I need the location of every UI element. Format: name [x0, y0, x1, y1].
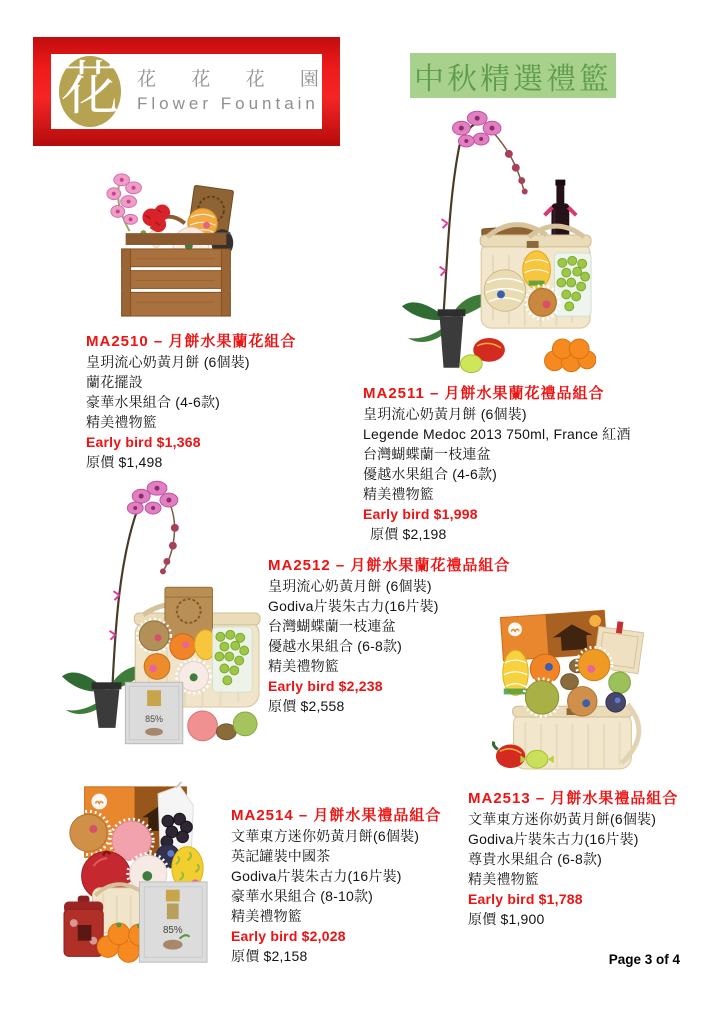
product-line: 精美禮物籃 [468, 871, 539, 887]
product-image-ma2510 [96, 168, 254, 320]
brand-char: 園 [299, 69, 319, 90]
product-line: 精美禮物籃 [363, 486, 434, 502]
svg-text:85%: 85% [162, 924, 183, 936]
product-line: 豪華水果組合 (8-10款) [231, 888, 374, 904]
product-info-ma2514 [231, 806, 541, 966]
product-line: 優越水果組合 (6-8款) [268, 638, 403, 654]
product-line: 台灣蝴蝶蘭一枝連盆 [268, 618, 396, 634]
silver-chocolate-box [125, 682, 182, 743]
product-image-ma2514 [56, 778, 218, 974]
plant-pot [438, 309, 466, 367]
product-line: 蘭花擺設 [86, 374, 143, 390]
green-apple [233, 712, 257, 736]
dark-plum [606, 692, 626, 712]
product-line: 優越水果組合 (4-6款) [363, 466, 498, 482]
product-line: 精美禮物籃 [268, 658, 339, 674]
product-line: 皇玥流心奶黃月餅 (6個裝) [363, 406, 527, 422]
product-line: 精美禮物籃 [86, 414, 157, 430]
original-price: 原價 $2,158 [231, 948, 308, 964]
pink-grapefruit [186, 709, 220, 743]
product-line: 皇玥流心奶黃月餅 (6個裝) [86, 354, 250, 370]
product-line: 文華東方迷你奶黃月餅(6個裝) [468, 811, 657, 827]
product-line: 豪華水果組合 (4-6款) [86, 394, 221, 410]
brand-logo [33, 37, 340, 146]
brand-char: 花 [245, 69, 265, 90]
logo-mark-glyph: 花 [60, 56, 120, 122]
brand-logo-card [51, 54, 322, 129]
brand-text [121, 69, 329, 114]
product-title: MA2513 – 月餅水果禮品組合 [468, 790, 679, 807]
mid-autumn-banner [410, 53, 616, 98]
early-bird-price: Early bird $1,788 [468, 891, 583, 907]
yellow-mango [523, 251, 551, 289]
product-line: Godiva片裝朱古力(16片裝) [468, 831, 639, 847]
red-ornament [460, 338, 505, 373]
product-image-ma2511 [398, 106, 596, 374]
product-line: 尊貴水果組合 (6-8款) [468, 851, 603, 867]
green-apple [609, 672, 631, 694]
brand-name-en: Flower Fountain [137, 94, 319, 113]
product-title: MA2514 – 月餅水果禮品組合 [231, 807, 442, 824]
product-line: Godiva片裝朱古力(16片裝) [268, 598, 439, 614]
mandarins [545, 339, 596, 372]
persimmon [144, 654, 170, 680]
black-grapes-bag [158, 782, 193, 851]
product-title: MA2512 – 月餅水果蘭花禮品組合 [268, 557, 511, 574]
plant-pot [92, 682, 122, 728]
early-bird-price: Early bird $1,368 [86, 434, 201, 450]
original-price: 原價 $2,198 [370, 526, 447, 542]
early-bird-price: Early bird $2,238 [268, 678, 383, 694]
netted-melon [484, 270, 526, 312]
product-line: 英記罐裝中國茶 [231, 848, 331, 864]
product-image-ma2512 [58, 476, 261, 748]
early-bird-price: Early bird $2,028 [231, 928, 346, 944]
product-line: 精美禮物籃 [231, 908, 302, 924]
flower-fountain-logo-icon [59, 56, 121, 127]
orchid-spray [107, 174, 142, 231]
original-price: 原價 $1,900 [468, 911, 545, 927]
original-price: 原價 $2,558 [268, 698, 345, 714]
product-line: Legende Medoc 2013 750ml, France 紅酒 [363, 426, 631, 442]
product-line: 台灣蝴蝶蘭一枝連盆 [363, 446, 491, 462]
product-title: MA2510 – 月餅水果蘭花組合 [86, 333, 297, 350]
brand-char: 花 [137, 69, 157, 90]
svg-text:85%: 85% [145, 713, 163, 724]
banner-title: 中秋精選禮籃 [414, 62, 612, 96]
page-number: Page 3 of 4 [608, 952, 680, 967]
product-info-ma2511 [363, 384, 673, 544]
green-grapes [212, 627, 252, 692]
brand-char: 花 [191, 69, 211, 90]
silver-chocolate-box [139, 882, 207, 962]
original-price: 原價 $1,498 [86, 454, 163, 470]
product-info-ma2512 [268, 556, 578, 716]
product-line: Godiva片裝朱古力(16片裝) [231, 868, 402, 884]
product-title: MA2511 – 月餅水果蘭花禮品組合 [363, 385, 605, 402]
red-carnations [142, 205, 170, 233]
orange [170, 634, 196, 660]
product-line: 皇玥流心奶黃月餅 (6個裝) [268, 578, 432, 594]
product-line: 文華東方迷你奶黃月餅(6個裝) [231, 828, 420, 844]
brand-name-cjk [137, 69, 319, 91]
early-bird-price: Early bird $1,998 [363, 506, 478, 522]
product-info-ma2510 [86, 332, 396, 472]
green-grapes-bag [554, 253, 591, 316]
